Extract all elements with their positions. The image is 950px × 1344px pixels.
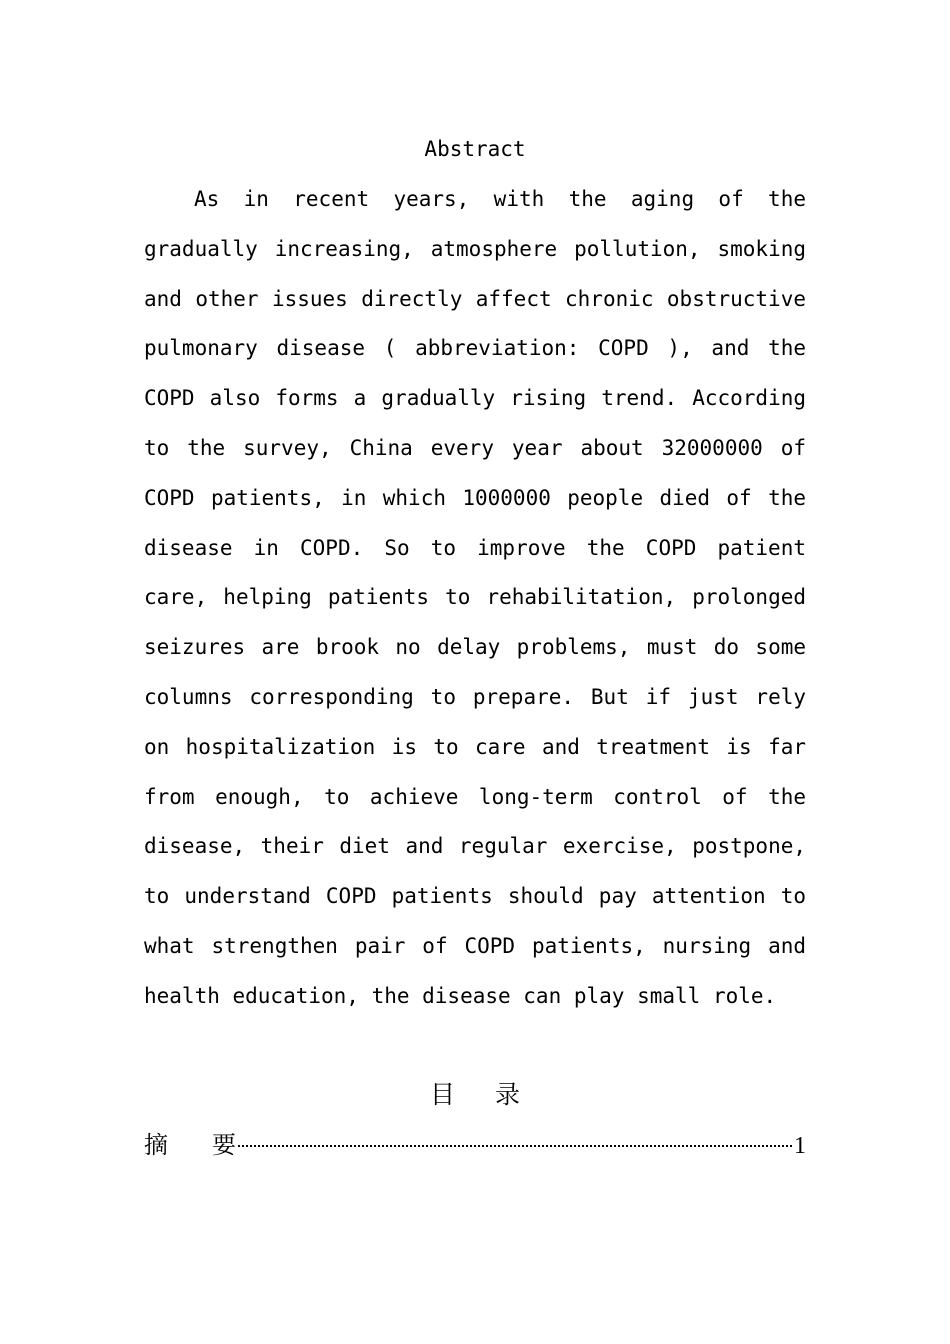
toc-entry-label-char-2: 要 xyxy=(212,1131,236,1159)
toc-entry-label xyxy=(144,1128,236,1162)
toc-heading-char-1: 目 xyxy=(429,1080,455,1109)
toc-heading-char-2: 录 xyxy=(495,1080,521,1109)
abstract-body: As in recent years, with the aging of the gradually increasing, atmosphere pollution, smoking and other issues directly affect chronic obstructive pulmonary disease ( abbreviation: COPD ), and the COPD also forms a gradually rising trend. According to the survey, China every year about 32000000 of COPD patients, in which 1000000 people died of the disease in COPD. So to improve the COPD patient care, helping patients to rehabilitation, prolonged seizures are brook no delay problems, must do some columns corresponding to prepare. But if just rely on hospitalization is to care and treatment is far from enough, to achieve long-term control of the disease, their diet and regular exercise, postpone, to understand COPD patients should pay attention to what strengthen pair of COPD patients, nursing and health education, the disease can play small role. xyxy=(144,187,806,1008)
toc-dot-leader xyxy=(238,1145,792,1147)
toc-entry-page-number: 1 xyxy=(794,1133,806,1159)
toc-entry-abstract[interactable] xyxy=(144,1128,806,1163)
toc-heading xyxy=(0,1077,950,1113)
abstract-heading: Abstract xyxy=(424,137,526,161)
toc-entry-label-char-1: 摘 xyxy=(144,1131,168,1159)
